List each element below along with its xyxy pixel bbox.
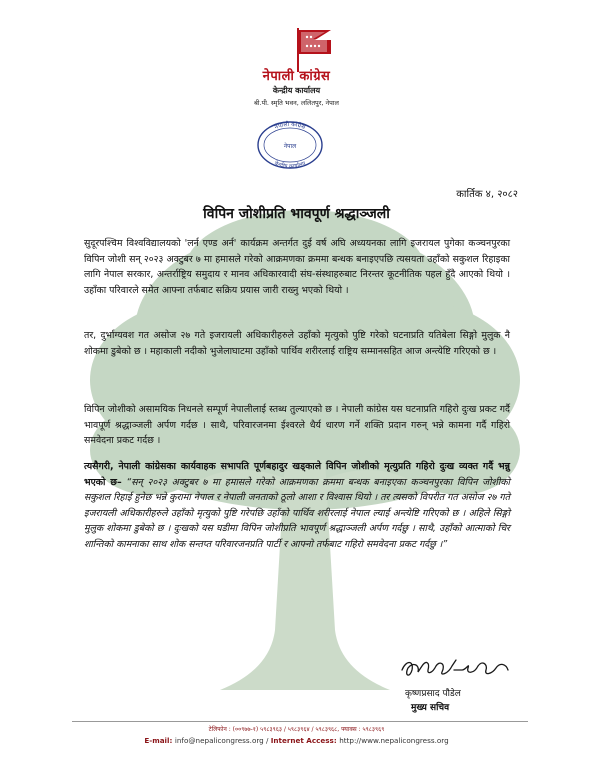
signatory-title: मुख्य सचिव [411, 703, 450, 713]
stamp-center-text: नेपाल [283, 143, 297, 150]
footer-internet-label: Internet Access: [270, 736, 340, 745]
paragraph-2: तर, दुर्भाग्यवश गत असोज २७ गते इजरायली अधिकारीहरुले उहाँको मृत्युको पुष्टि गरेको घटनाप्रति यतिबेला सिङ्गो मुलुक नै शोकमा डुबेको छ । महाकाली नदीको भुजेलाघाटमा उहाँको पार्थिव शरीरलाई राष्ट्रिय सम्मानसहित आज अन्त्येष्टि गरिएको छ । [84, 330, 510, 357]
svg-text:नेपाली कांग्रेस [273, 120, 307, 132]
footer-phone-line: टेलिफोन : (००९७७-१) ५९८३९६३ / ५९८३९६४ / ५९८३९६८, फ्याक्स : ५९८३९६९ [208, 726, 385, 733]
footer-contact-line [0, 736, 593, 745]
paragraph-3: विपिन जोशीको असामयिक निधनले सम्पूर्ण नेपालीलाई स्तब्ध तुल्याएको छ । नेपाली कांग्रेस यस घटनाप्रति गहिरो दुःख प्रकट गर्दै भावपूर्ण श्रद्धाञ्जली अर्पण गर्दछ । साथै, परिवारजनमा ईश्वरले धैर्य धारण गर्ने शक्ति प्रदान गरुन् भन्ने कामना गर्दै गहिरो समवेदना प्रकट गर्दछ । [84, 404, 510, 446]
footer-website-link[interactable]: http://www.nepalicongress.org [339, 736, 449, 745]
letter-date: कार्तिक ४, २०८२ [456, 189, 518, 200]
footer-separator: / [263, 736, 271, 745]
letter-title: विपिन जोशीप्रति भावपूर्ण श्रद्धाञ्जली [203, 206, 390, 222]
party-name: नेपाली कांग्रेस [262, 69, 331, 84]
paragraph-4-lead: त्यसैगरी, नेपाली कांग्रेसका कार्यवाहक सभापति पूर्णबहादुर खड्काले विपिन जोशीको मृत्युप्रति गहिरो दुःख व्यक्त गर्दै भन्नु भएको छ– [84, 461, 510, 488]
handwritten-signature [396, 656, 514, 684]
paragraph-1: सुदूरपश्चिम विश्वविद्यालयको 'लर्न एण्ड अर्न' कार्यक्रम अन्तर्गत दुई वर्ष अघि अध्ययनका लागि इजरायल पुगेका कञ्चनपुरका विपिन जोशी सन् २०२३ अक्टुबर ७ मा हमासले गरेको आक्रमणका क्रममा बन्धक बनाइएपछि त्यसयता उहाँको सकुशल रिहाइका लागि नेपाल सरकार, अन्तर्राष्ट्रिय समुदाय र मानव अधिकारवादी संघ-संस्थाहरुबाट निरन्तर कूटनीतिक पहल हुँदै आएको थियो । उहाँका परिवारले समेत आफ्ना तर्फबाट सक्रिय प्रयास जारी राख्नु भएको थियो । [84, 238, 510, 296]
footer-email-label: E-mail: [144, 736, 175, 745]
office-stamp [246, 118, 334, 170]
stamp-bottom-text: केन्द्रीय कार्यालय [273, 160, 307, 170]
paragraph-4 [84, 459, 510, 552]
svg-text:केन्द्रीय कार्यालय [273, 160, 307, 170]
office-name: केन्द्रीय कार्यालय [272, 86, 321, 95]
footer-divider [72, 721, 528, 722]
stamp-top-text: नेपाली कांग्रेस [273, 120, 307, 132]
footer-email-link[interactable]: info@nepalicongress.org [174, 736, 264, 745]
paragraph-4-quote: “सन् २०२३ अक्टुबर ७ मा हमासले गरेको आक्रमणका क्रममा बन्धक बनाइएका कञ्चनपुरका विपिन जोशीको सकुशल रिहाई हुनेछ भन्ने कुरामा नेपाल र नेपाली जनताको ठूलो आशा र विश्वास थियो । तर त्यसको विपरीत गत असोज २७ गते इजरायली अधिकारीहरुले उहाँको मृत्युको पुष्टि गरेपछि उहाँको पार्थिव शरीरलाई नेपाल ल्याई अन्त्येष्टि गरिएको छ । अहिले सिङ्गो मुलुक शोकमा डुबेको छ । दुःखको यस घडीमा विपिन जोशीप्रति भावपूर्ण श्रद्धाञ्जली अर्पण गर्दछु । साथै, उहाँको आत्माको चिर शान्तिको कामनाका साथ शोक सन्तप्त परिवारजनप्रति पार्टी र आफ्नो तर्फबाट गहिरो समवेदना प्रकट गर्दछु ।” [84, 476, 510, 550]
signatory-name: कृष्णप्रसाद पौडेल [405, 689, 461, 699]
office-address: बी.पी. स्मृति भवन, ललितपुर, नेपाल [254, 99, 339, 107]
